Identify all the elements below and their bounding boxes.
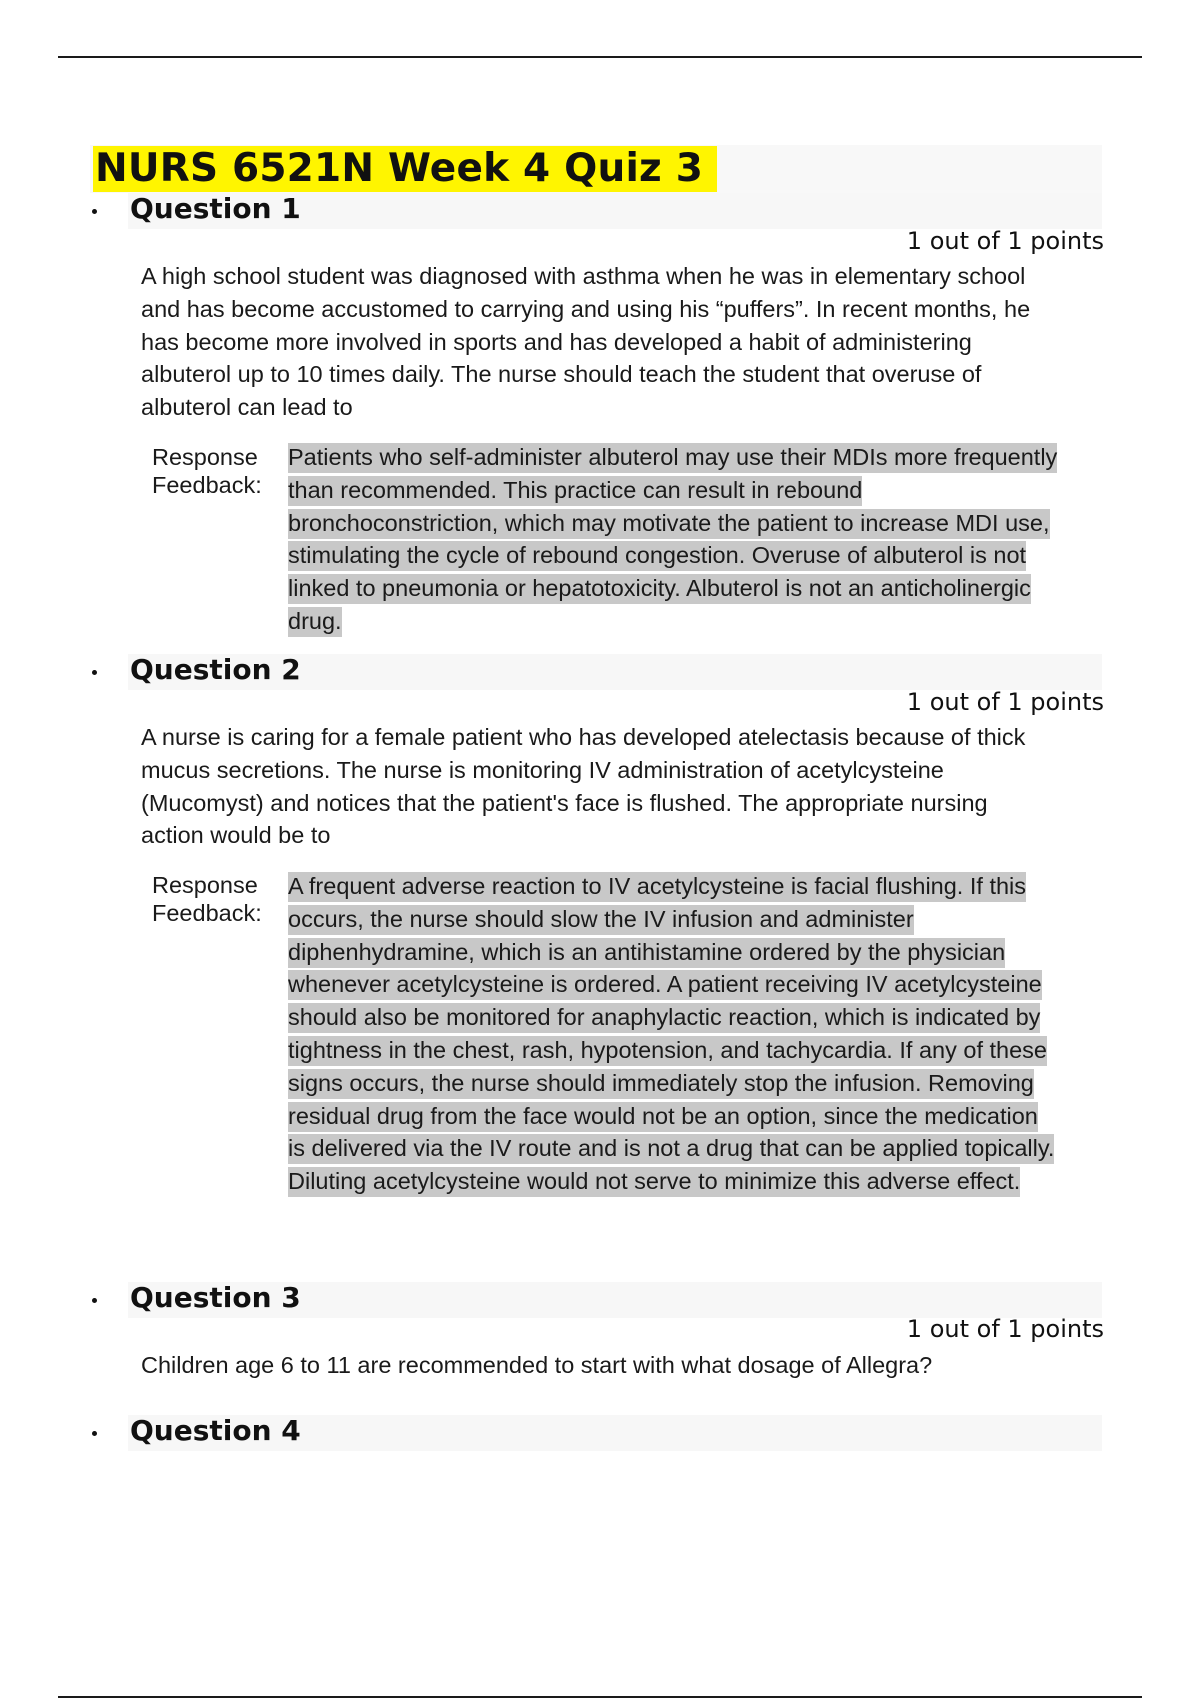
quiz-title: NURS 6521N Week 4 Quiz 3: [93, 146, 717, 192]
points-score: 1 out of 1 points: [906, 1315, 1104, 1343]
response-feedback-label: Response Feedback:: [152, 444, 262, 498]
question-heading: Question 1: [130, 192, 301, 225]
bullet-icon: [90, 1429, 100, 1439]
points-score: 1 out of 1 points: [906, 227, 1104, 255]
bottom-rule: [58, 1696, 1142, 1698]
points-score: 1 out of 1 points: [906, 688, 1104, 716]
question-heading: Question 3: [130, 1281, 301, 1314]
bullet-icon: [90, 668, 100, 678]
response-feedback-label: Response Feedback:: [152, 872, 262, 926]
question-heading: Question 2: [130, 653, 301, 686]
response-feedback-text: A frequent adverse reaction to IV acetylcysteine is facial flushing. If this occurs, the nurse should slow the IV infusion and administer diphenhydramine, which is an antihistamine ordered by the physician whenever acetylcysteine is ordered. A patient receiving IV acetylcysteine should also be monitored for anaphylactic reaction, which is indicated by tightness in the chest, rash, hypotension, and tachycardia. If any of these signs occurs, the nurse should immediately stop the infusion. Removing residual drug from the face would not be an option, since the medication is delivered via the IV route and is not a drug that can be applied topically. Diluting acetylcysteine would not serve to minimize this adverse effect.: [288, 870, 1058, 1198]
question-text: A nurse is caring for a female patient who has developed atelectasis because of thick mucus secretions. The nurse is monitoring IV administration of acetylcysteine (Mucomyst) and notices that the patient's face is flushed. The appropriate nursing action would be to: [141, 724, 1026, 849]
bullet-icon: [90, 1296, 100, 1306]
bullet-icon: [90, 207, 100, 217]
question-heading: Question 4: [130, 1414, 301, 1447]
question-text: A high school student was diagnosed with asthma when he was in elementary school and has become accustomed to carrying and using his “puffers”. In recent months, he has become more involved in sports and has developed a habit of administering albuterol up to 10 times daily. The nurse should teach the student that overuse of albuterol can lead to: [141, 263, 1031, 421]
response-feedback-text: Patients who self-administer albuterol may use their MDIs more frequently than recommended. This practice can result in rebound bronchoconstriction, which may motivate the patient to increase MDI use, stimulating the cycle of rebound congestion. Overuse of albuterol is not linked to pneumonia or hepatotoxicity. Albuterol is not an anticholinergic drug.: [288, 441, 1058, 638]
top-rule: [58, 56, 1142, 58]
question-text: Children age 6 to 11 are recommended to start with what dosage of Allegra?: [141, 1352, 933, 1378]
